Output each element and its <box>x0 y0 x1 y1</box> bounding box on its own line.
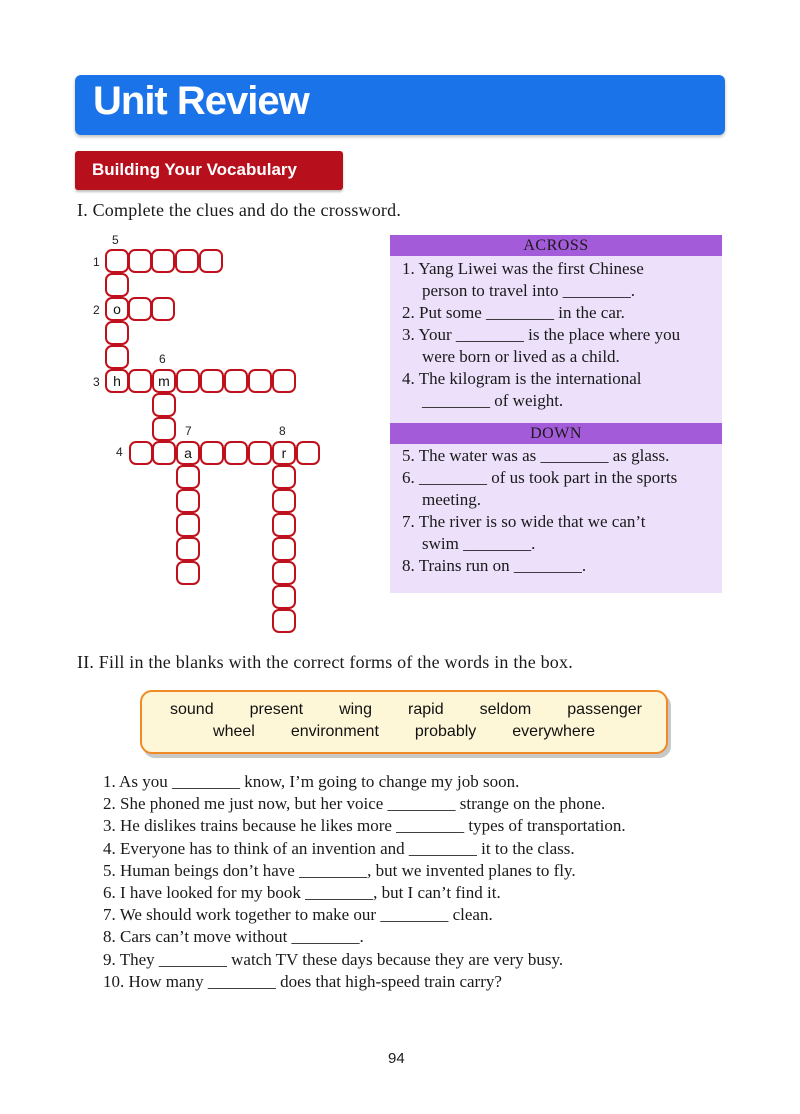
sentence-item: 2. She phoned me just now, but her voice ________ strange on the phone. <box>103 794 606 814</box>
unit-review-banner <box>75 75 725 135</box>
word-box-word: sound <box>170 701 214 718</box>
crossword-grid <box>80 230 380 640</box>
crossword-cell[interactable] <box>105 321 129 345</box>
given-letter: h <box>113 373 121 389</box>
across-clue-2: 2. Put some ________ in the car. <box>402 303 625 322</box>
crossword-cell[interactable] <box>272 537 296 561</box>
crossword-cell[interactable] <box>152 417 176 441</box>
word-box-word: wheel <box>213 723 255 740</box>
clue-number-1: 1 <box>93 255 100 269</box>
sentence-item: 7. We should work together to make our ________ clean. <box>103 905 493 925</box>
crossword-cell[interactable] <box>272 489 296 513</box>
crossword-cell[interactable] <box>128 369 152 393</box>
section-label: Building Your Vocabulary <box>92 160 297 179</box>
clue-number-8: 8 <box>279 424 286 438</box>
clue-number-3: 3 <box>93 375 100 389</box>
given-letter: m <box>158 373 170 389</box>
across-clue-4: 4. The kilogram is the international ________ of weight. <box>402 369 642 410</box>
across-clue-3: 3. Your ________ is the place where you were born or lived as a child. <box>402 325 681 366</box>
given-letter: a <box>184 445 192 461</box>
crossword-cell[interactable] <box>176 441 200 465</box>
word-box-word: everywhere <box>512 723 595 740</box>
crossword-cell[interactable] <box>176 561 200 585</box>
crossword-cell[interactable] <box>176 465 200 489</box>
crossword-cell[interactable] <box>105 345 129 369</box>
crossword-cell[interactable] <box>272 609 296 633</box>
clue-panel <box>390 235 722 593</box>
word-box <box>140 690 668 754</box>
fill-in-sentences <box>103 771 626 993</box>
crossword-cell[interactable] <box>105 369 129 393</box>
clue-number-2: 2 <box>93 303 100 317</box>
crossword-cell[interactable] <box>224 369 248 393</box>
crossword-cell[interactable] <box>176 489 200 513</box>
clue-number-5: 5 <box>112 233 119 247</box>
down-clue-7: 7. The river is so wide that we can’t swim ________. <box>402 512 646 553</box>
sentence-item: 10. How many ________ does that high-speed train carry? <box>103 971 502 991</box>
across-header: ACROSS <box>390 235 722 256</box>
sentence-item: 3. He dislikes trains because he likes more ________ types of transportation. <box>103 816 626 836</box>
crossword-cell[interactable] <box>129 441 153 465</box>
word-box-row <box>142 723 666 741</box>
given-letter: o <box>113 301 121 317</box>
crossword-cell[interactable] <box>176 369 200 393</box>
crossword-cell[interactable] <box>272 441 296 465</box>
crossword-cell[interactable] <box>152 369 176 393</box>
crossword-cell[interactable] <box>248 369 272 393</box>
crossword-cell[interactable] <box>200 441 224 465</box>
sentence-item: 8. Cars can’t move without ________. <box>103 927 364 947</box>
page-number: 94 <box>388 1050 405 1067</box>
clue-number-7: 7 <box>185 424 192 438</box>
sentence-item: 4. Everyone has to think of an invention and ________ it to the class. <box>103 838 575 858</box>
clue-number-6: 6 <box>159 352 166 366</box>
given-letter: r <box>281 445 287 461</box>
down-clue-6: 6. ________ of us took part in the sports meeting. <box>402 468 678 509</box>
sentence-item: 6. I have looked for my book ________, but I can’t find it. <box>103 883 501 903</box>
section-tab <box>75 151 343 190</box>
part1-instruction: I. Complete the clues and do the crossword. <box>77 200 402 220</box>
crossword-cell[interactable] <box>272 369 296 393</box>
word-box-word: environment <box>290 723 379 740</box>
word-box-word: passenger <box>567 701 642 718</box>
crossword-cell[interactable] <box>105 273 129 297</box>
crossword-cell[interactable] <box>175 249 199 273</box>
crossword-cell[interactable] <box>152 393 176 417</box>
down-clue-8: 8. Trains run on ________. <box>402 556 587 575</box>
crossword-cell[interactable] <box>176 537 200 561</box>
crossword-cell[interactable] <box>105 249 129 273</box>
crossword-cell[interactable] <box>105 297 129 321</box>
crossword-cell[interactable] <box>272 561 296 585</box>
sentence-item: 1. As you ________ know, I’m going to change my job soon. <box>103 772 520 791</box>
crossword-cell[interactable] <box>128 249 152 273</box>
word-box-word: seldom <box>479 701 532 718</box>
sentence-item: 5. Human beings don’t have ________, but we invented planes to fly. <box>103 860 576 880</box>
crossword-cell[interactable] <box>151 297 175 321</box>
across-clue-1: 1. Yang Liwei was the first Chinese person to travel into ________. <box>402 259 644 300</box>
crossword-cell[interactable] <box>152 441 176 465</box>
crossword-cell[interactable] <box>272 465 296 489</box>
word-box-word: present <box>249 701 304 718</box>
sentence-item: 9. They ________ watch TV these days because they are very busy. <box>103 949 564 969</box>
clue-number-4: 4 <box>116 445 123 459</box>
crossword-cell[interactable] <box>200 369 224 393</box>
word-box-row <box>142 701 666 719</box>
crossword-cell[interactable] <box>176 513 200 537</box>
crossword-cell[interactable] <box>224 441 248 465</box>
crossword-cell[interactable] <box>248 441 272 465</box>
word-box-word: probably <box>414 723 477 740</box>
down-clue-5: 5. The water was as ________ as glass. <box>402 446 670 465</box>
page-title: Unit Review <box>93 79 309 123</box>
crossword-cell[interactable] <box>272 513 296 537</box>
crossword-cell[interactable] <box>151 249 175 273</box>
part2-instruction: II. Fill in the blanks with the correct forms of the words in the box. <box>77 652 573 672</box>
word-box-word: wing <box>339 701 372 718</box>
crossword-cell[interactable] <box>199 249 223 273</box>
crossword-cell[interactable] <box>296 441 320 465</box>
crossword-cell[interactable] <box>128 297 152 321</box>
word-box-word: rapid <box>408 701 444 718</box>
crossword-cell[interactable] <box>272 585 296 609</box>
down-header: DOWN <box>390 423 722 444</box>
